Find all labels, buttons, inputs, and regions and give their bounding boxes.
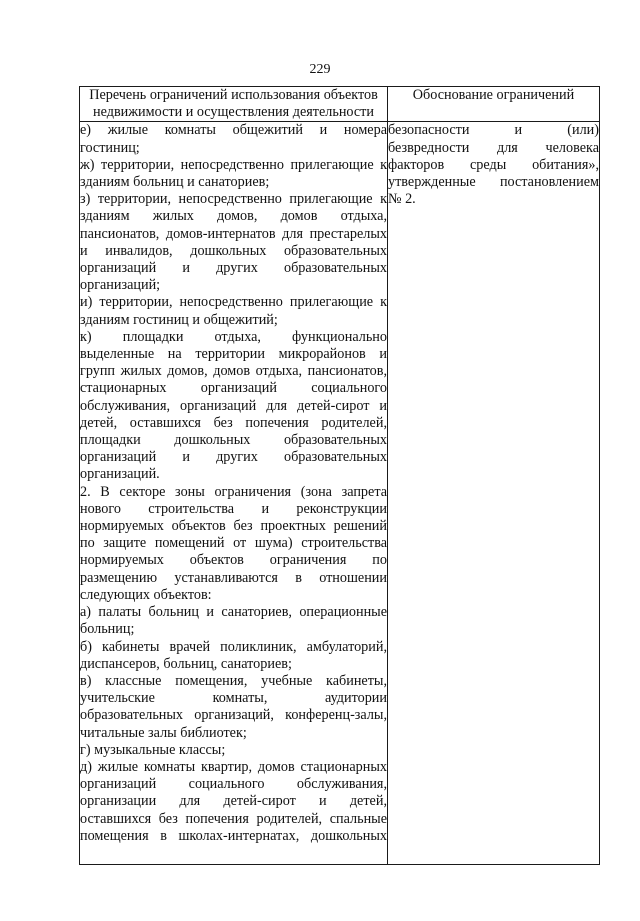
text-line: образовательных организаций, конференц-залы,	[80, 707, 387, 724]
text-line: нормируемых объектов ограничения по	[80, 552, 387, 569]
table-row	[80, 122, 600, 865]
page-number: 229	[309, 62, 331, 77]
header-line: недвижимости и осуществления деятельности	[93, 104, 374, 121]
text-line: в) классные помещения, учебные кабинеты,	[80, 672, 387, 689]
text-line: 2. В секторе зоны ограничения (зона запрета	[80, 483, 387, 500]
text-line: размещению устанавливаются в отношении	[80, 569, 387, 586]
text-line: детей, оставшихся без попечения родителей,	[80, 414, 387, 431]
text-line: к) площадки отдыха, функционально	[80, 328, 387, 345]
text-line: организаций социального обслуживания,	[80, 776, 387, 793]
text-line: следующих объектов:	[80, 586, 212, 603]
text-line: по защите помещений от шума) строительства	[80, 535, 387, 552]
text-line: нового строительства и реконструкции	[80, 500, 387, 517]
text-line: помещения в школах-интернатах, дошкольных	[80, 827, 387, 844]
text-line: стационарных организаций социального	[80, 380, 387, 397]
text-line: д) жилые комнаты квартир, домов стационарных	[80, 758, 387, 775]
text-line: больниц;	[80, 621, 135, 638]
text-line: пансионатов, домов-интернатов для престарелых	[80, 225, 387, 242]
text-line: оставшихся без попечения родителей, спальные	[80, 810, 387, 827]
text-line: утвержденные постановлением	[388, 174, 599, 191]
header-restrictions-list	[80, 87, 388, 122]
text-line: а) палаты больниц и санаториев, операционные	[80, 604, 387, 621]
text-line: б) кабинеты врачей поликлиник, амбулаторий,	[80, 638, 387, 655]
text-line: е) жилые комнаты общежитий и номера	[80, 122, 387, 139]
text-line: площадки дошкольных образовательных	[80, 432, 387, 449]
text-line: зданиям гостиниц и общежитий;	[80, 311, 278, 328]
text-line: учительские комнаты, аудитории	[80, 690, 387, 707]
text-line: обслуживания, организаций для детей-сирот и	[80, 397, 387, 414]
header-justification: Обоснование ограничений	[388, 87, 600, 122]
text-line: организации для детей-сирот и детей,	[80, 793, 387, 810]
restrictions-table	[79, 86, 600, 865]
text-line: гостиниц;	[80, 139, 140, 156]
justification-cell	[388, 122, 600, 865]
restrictions-cell	[80, 122, 388, 865]
text-line: г) музыкальные классы;	[80, 741, 226, 758]
text-line: факторов среды обитания»,	[388, 156, 599, 173]
text-line: нормируемых объектов без проектных решений	[80, 518, 387, 535]
table-header-row	[80, 87, 600, 122]
text-line: читальные залы библиотек;	[80, 724, 247, 741]
text-line: зданиям жилых домов, домов отдыха,	[80, 208, 387, 225]
text-line: диспансеров, больниц, санаториев;	[80, 655, 292, 672]
text-line: № 2.	[388, 191, 416, 208]
text-line: з) территории, непосредственно прилегающие к	[80, 191, 387, 208]
text-line: ж) территории, непосредственно прилегающие к	[80, 156, 387, 173]
text-line: организаций и других образовательных	[80, 260, 387, 277]
text-line: безопасности и (или)	[388, 122, 599, 139]
text-line: организаций;	[80, 277, 161, 294]
header-line: Перечень ограничений использования объектов	[89, 87, 378, 103]
text-line: и) территории, непосредственно прилегающие к	[80, 294, 387, 311]
text-line: зданиям больниц и санаториев;	[80, 174, 270, 191]
text-line: и инвалидов, дошкольных образовательных	[80, 242, 387, 259]
text-line: групп жилых домов, домов отдыха, пансионатов,	[80, 363, 387, 380]
text-line: организаций и других образовательных	[80, 449, 387, 466]
text-line: организаций.	[80, 466, 160, 483]
text-line: выделенные на территории микрорайонов и	[80, 346, 387, 363]
text-line: безвредности для человека	[388, 139, 599, 156]
